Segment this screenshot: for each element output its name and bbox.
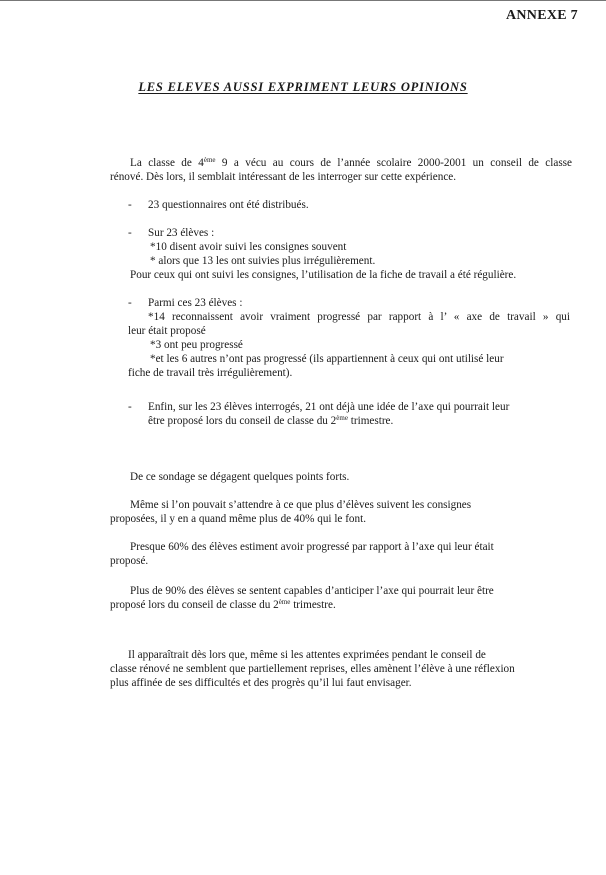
point-1-line-2-wrap xyxy=(110,512,572,526)
final-line-2: classe rénové ne semblent que partiellement reprises, elles amènent l’élève à une réflexion xyxy=(110,663,515,675)
intro-line-2: rénové. Dès lors, il semblait intéressant de les interroger sur cette expérience. xyxy=(110,171,457,183)
bullet-1-text: 23 questionnaires ont été distribués. xyxy=(148,199,309,211)
annex-label: ANNEXE 7 xyxy=(505,8,578,23)
point-2 xyxy=(130,540,572,554)
final-line-3: plus affinée de ses difficultés et des progrès qu’il lui faut envisager. xyxy=(110,677,412,689)
final-paragraph xyxy=(128,648,572,662)
point-2-line-2: proposé. xyxy=(110,555,149,567)
bullet-4-line-1: Enfin, sur les 23 élèves interrogés, 21 ont déjà une idée de l’axe qui pourrait leur xyxy=(148,401,510,413)
conclusion-intro: De ce sondage se dégagent quelques points forts. xyxy=(130,471,350,483)
bullet-2-sub-1: *10 disent avoir suivi les consignes souvent xyxy=(150,241,347,253)
final-line-2-wrap xyxy=(110,662,574,676)
point-3 xyxy=(130,584,572,598)
point-3-line-1: Plus de 90% des élèves se sentent capables d’anticiper l’axe qui pourrait leur être xyxy=(130,585,494,597)
point-2-line-1: Presque 60% des élèves estiment avoir progressé par rapport à l’axe qui leur était xyxy=(130,541,494,553)
point-1-line-2: proposées, il y en a quand même plus de 40% qui le font. xyxy=(110,513,367,525)
bullet-2-after: Pour ceux qui ont suivi les consignes, l’utilisation de la fiche de travail a été régulière. xyxy=(130,269,517,281)
bullet-3-sub-1a: *14 reconnaissent avoir vraiment progressé par rapport à l’ « axe de travail » qui xyxy=(148,311,570,323)
bullet-3-sub-2: *3 ont peu progressé xyxy=(150,339,243,351)
bullet-3-sub-3a: *et les 6 autres n’ont pas progressé (ils appartiennent à ceux qui ont utilisé leur xyxy=(150,353,504,365)
intro-paragraph xyxy=(130,156,572,170)
point-1-line-1: Même si l’on pouvait s’attendre à ce que plus d’élèves suivent les consignes xyxy=(130,499,472,511)
bullet-4-dash: - xyxy=(128,401,132,413)
final-line-1: Il apparaîtrait dès lors que, même si les attentes exprimées pendant le conseil de xyxy=(128,649,486,661)
bullet-2-dash: - xyxy=(128,227,132,239)
bullet-2-sub-2: * alors que 13 les ont suivies plus irrégulièrement. xyxy=(150,255,376,267)
point-3-line-2: proposé lors du conseil de classe du 2ème trimestre. xyxy=(110,598,336,611)
bullet-1-dash: - xyxy=(128,199,132,211)
point-2-line-2-wrap xyxy=(110,554,572,568)
point-3-line-2-wrap xyxy=(110,598,572,612)
intro-line-1: La classe de 4ème 9 a vécu au cours de l’année scolaire 2000-2001 un conseil de classe xyxy=(130,156,573,169)
intro-line-2-wrap xyxy=(110,170,572,184)
document-title: LES ELEVES AUSSI EXPRIMENT LEURS OPINIONS xyxy=(138,80,468,94)
final-line-3-wrap xyxy=(110,676,574,690)
bullet-3-dash: - xyxy=(128,297,132,309)
bullet-4-line-2: être proposé lors du conseil de classe du 2ème trimestre. xyxy=(148,414,394,427)
bullet-2-text: Sur 23 élèves : xyxy=(148,227,215,239)
bullet-3-sub-1b: leur était proposé xyxy=(128,325,206,337)
top-rule xyxy=(0,0,606,1)
bullet-3-text: Parmi ces 23 élèves : xyxy=(148,297,243,309)
bullet-3-sub-3b: fiche de travail très irrégulièrement). xyxy=(128,367,293,379)
